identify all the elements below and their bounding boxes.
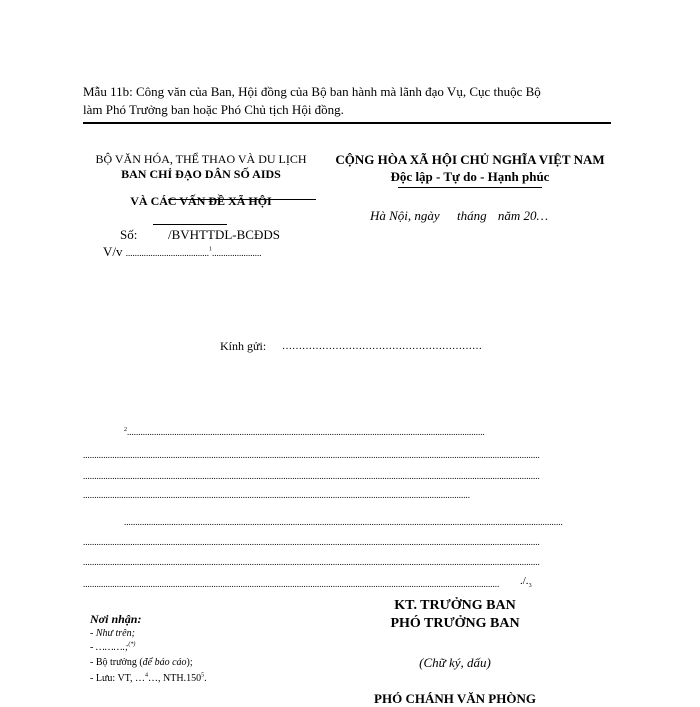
issuer-underline: [153, 224, 227, 225]
subject-label: V/v: [103, 244, 123, 259]
document-number-label: Số:: [120, 227, 138, 242]
body-line-5: ...................................................................................................................................................................................................: [124, 517, 563, 527]
date-place: [370, 208, 548, 224]
body-line-1-dots: ...............................................................................................................................................................: [127, 427, 485, 437]
footnote-ref-4: 4: [145, 672, 149, 679]
signature-line-1: KT. TRƯỞNG BAN: [394, 598, 516, 613]
recipients-item-3: [90, 657, 193, 668]
subject-dots: .....................................: [125, 248, 209, 258]
recipient-dots: ……………………………………………………: [282, 341, 482, 352]
subject-dots-2: ......................: [212, 248, 262, 258]
date-place-prefix: Hà Nội, ngày: [370, 208, 440, 223]
footnote-ref-1: 1: [209, 246, 212, 253]
recipient-label: Kính gửi:: [220, 339, 267, 353]
subject-line: [103, 244, 262, 260]
form-note-line-2: làm Phó Trưởng ban hoặc Phó Chủ tịch Hội đồng.: [83, 102, 344, 117]
recipients-item-4-mid: …, NTH.150: [148, 673, 202, 684]
recipients-item-2: [90, 642, 135, 653]
body-line-8-dots: .........................................................................................................................................................................................: [83, 578, 500, 589]
recipients-item-4-post: .: [204, 673, 207, 684]
recipients-item-3-post: );: [186, 657, 193, 668]
signature-note: (Chữ ký, dấu): [419, 655, 491, 670]
recipients-item-4: [90, 673, 207, 684]
footnote-ref-2: 2: [124, 427, 127, 433]
footnote-ref-3: 3: [528, 582, 532, 589]
body-line-4: ............................................................................................................................................................................: [83, 490, 470, 500]
recipients-item-1: - Như trên;: [90, 628, 135, 639]
body-line-2: ...........................................................................................................................................................................................................: [83, 450, 540, 460]
document-number-code: /BVHTTDL-BCĐDS: [168, 227, 280, 242]
footnote-ref-5: 5: [201, 672, 205, 679]
body-line-3: ...........................................................................................................................................................................................................: [83, 471, 540, 481]
national-title: CỘNG HÒA XÃ HỘI CHỦ NGHĨA VIỆT NAM: [335, 152, 605, 167]
signature-line-2: PHÓ TRƯỞNG BAN: [390, 616, 520, 631]
form-note-line-1: Mẫu 11b: Công văn của Ban, Hội đồng của Bộ ban hành mà lãnh đạo Vụ, Cục thuộc Bộ: [83, 84, 541, 99]
end-mark: ./.: [520, 575, 529, 587]
footnote-ref-star: (*): [128, 641, 136, 648]
recipients-item-2-text: - ……….;: [90, 642, 129, 653]
signer-title-cut: PHÓ CHÁNH VĂN PHÒNG: [374, 691, 536, 706]
motto-underline: [398, 187, 542, 188]
date-year: năm 20…: [497, 208, 549, 223]
body-line-8: [83, 575, 532, 589]
recipients-item-3-italic: để báo cáo: [142, 657, 187, 668]
issuer-committee-line-2: VÀ CÁC VẤN ĐỀ XÃ HỘI: [130, 194, 272, 208]
body-line-7: ...........................................................................................................................................................................................................: [83, 557, 540, 567]
body-line-1: [124, 427, 485, 437]
recipients-title: Nơi nhận:: [90, 612, 142, 626]
header-rule: [83, 122, 611, 124]
recipients-item-3-pre: - Bộ trưởng (: [90, 657, 143, 668]
date-month: tháng: [456, 208, 487, 223]
recipients-item-4-pre: - Lưu: VT, …: [90, 673, 146, 684]
body-line-6: ...........................................................................................................................................................................................................: [83, 537, 540, 547]
national-motto: Độc lập - Tự do - Hạnh phúc: [390, 169, 550, 184]
issuer-ministry: BỘ VĂN HÓA, THỂ THAO VÀ DU LỊCH: [95, 152, 307, 166]
issuer-committee-line-1: BAN CHỈ ĐẠO DÂN SỐ AIDS: [121, 167, 281, 181]
